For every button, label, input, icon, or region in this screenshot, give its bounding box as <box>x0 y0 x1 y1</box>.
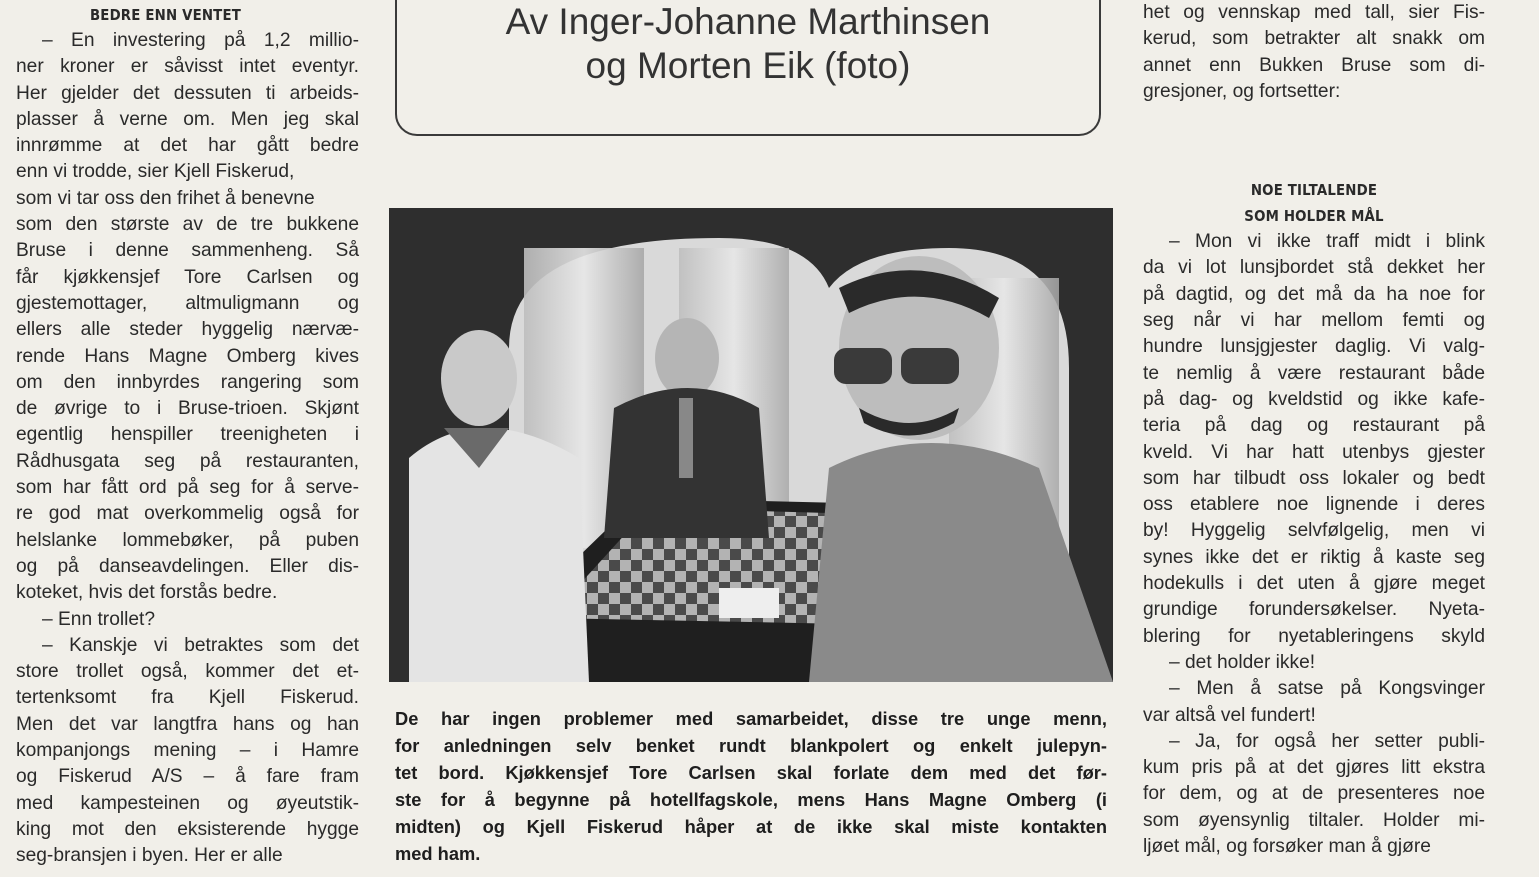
caption-line: De har ingen problemer med samarbeidet, disse tre unge menn, <box>395 708 1107 729</box>
byline <box>395 0 1101 88</box>
text-line: – det holder ikke! <box>1169 651 1316 673</box>
text-line: var altså vel fundert! <box>1143 704 1316 726</box>
text-line: ellers alle steder hyggelig nærvæ- <box>16 319 359 341</box>
text-line: ljøet mål, og forsøker man å gjøre <box>1143 836 1431 858</box>
text-line: het og vennskap med tall, sier Fis- <box>1143 2 1485 23</box>
text-line: får kjøkkensjef Tore Carlsen og <box>16 266 359 288</box>
right-heading-1: NOE TILTALENDE <box>1250 181 1378 200</box>
text-line: king mot den eksisterende hygge <box>16 818 359 840</box>
text-line: Bruse i denne sammenheng. Så <box>16 240 359 262</box>
text-line: rende Hans Magne Omberg kives <box>16 345 359 367</box>
caption-line: ste for å begynne på hotellfagskole, mens Hans Magne Omberg (i <box>395 789 1107 810</box>
text-line: kum pris på at det gjøres litt ekstra <box>1143 757 1485 779</box>
text-line: te nemlig å være restaurant både <box>1143 362 1485 384</box>
text-line: – Kanskje vi betraktes som det <box>42 634 359 656</box>
caption-line: tet bord. Kjøkkensjef Tore Carlsen skal forlate dem med det før- <box>395 762 1107 783</box>
text-line: innrømme at det har gått bedre <box>16 135 359 157</box>
text-line: plasser å verne om. Men jeg skal <box>16 108 359 130</box>
text-line: på dag- og kveldstid og ikke kafe- <box>1143 388 1485 410</box>
right-heading-2: SOM HOLDER MÅL <box>1244 207 1384 226</box>
text-line: gresjoner, og fortsetter: <box>1143 80 1341 102</box>
caption-line: med ham. <box>395 843 481 864</box>
text-line: annet enn Bukken Bruse som di- <box>1143 54 1485 76</box>
text-line: hodekulls i det uten å gjøre meget <box>1143 573 1485 595</box>
text-line: kveld. Vi har hatt utenbys gjester <box>1143 441 1485 463</box>
left-heading: BEDRE ENN VENTET <box>89 6 241 24</box>
text-line: på dagtid, og det må da ha noe for <box>1143 283 1485 305</box>
text-line: koteket, hvis det forstås bedre. <box>16 582 278 604</box>
text-line: – Mon vi ikke traff midt i blink <box>1169 231 1485 253</box>
text-line: da vi lot lunsjbordet stå dekket her <box>1143 257 1485 279</box>
text-line: med kampesteinen og øyeutstik- <box>16 792 359 814</box>
restaurant-photo <box>389 208 1113 682</box>
text-line: tertenksomt fra Kjell Fiskerud. <box>16 687 359 709</box>
text-line: som den største av de tre bukkene <box>16 214 359 236</box>
text-line: for dem, og at de presenteres noe <box>1143 783 1485 805</box>
caption-line: midten) og Kjell Fiskerud håper at de ikke skal miste kontakten <box>395 816 1107 837</box>
text-line: Men det var langtfra hans og han <box>16 713 359 735</box>
text-line: og på danseavdelingen. Eller dis- <box>16 555 359 577</box>
byline-photographer: og Morten Eik (foto) <box>585 45 911 86</box>
text-line: – Men å satse på Kongsvinger <box>1169 678 1485 700</box>
text-line: som øyensynlig tiltaler. Holder mi- <box>1143 809 1485 831</box>
text-line: – Ja, for også her setter publi- <box>1169 730 1485 752</box>
text-line: teria på dag og restaurant på <box>1143 415 1485 437</box>
text-line: hundre lunsjgjester daglig. Vi valg- <box>1143 336 1485 358</box>
text-line: de øvrige to i Bruse-trioen. Skjønt <box>16 398 359 420</box>
text-line: og Fiskerud A/S – å fare fram <box>16 766 359 788</box>
right-column <box>1143 0 1485 860</box>
right-column-text <box>1143 229 1485 860</box>
text-line: grundige forundersøkelser. Nyeta- <box>1143 599 1485 621</box>
text-line: som har fått ord på seg for å serve- <box>16 477 359 499</box>
text-line: synes ikke det er riktig å kaste seg <box>1143 546 1485 568</box>
byline-authors: Av Inger-Johanne Marthinsen <box>505 1 991 42</box>
photo-caption <box>395 705 1107 867</box>
text-line: by! Hyggelig selvfølgelig, men vi <box>1143 520 1485 542</box>
text-line: kerud, som betrakter alt snakk om <box>1143 28 1485 50</box>
text-line: Her gjelder det dessuten ti arbeids- <box>16 82 359 104</box>
text-line: seg når vi har mellom femti og <box>1143 310 1485 332</box>
text-line: – En investering på 1,2 millio- <box>42 30 359 51</box>
text-line: enn vi trodde, sier Kjell Fiskerud, <box>16 161 295 183</box>
text-line: store trollet også, kommer det et- <box>16 661 359 683</box>
left-column-text <box>16 28 359 870</box>
left-column <box>16 0 359 870</box>
text-line: oss etablere noe lignende i deres <box>1143 494 1485 516</box>
caption-line: for anledningen selv benket rundt blankpolert og enkelt julepyn- <box>395 735 1107 756</box>
text-line: egentlig henspiller treenigheten i <box>16 424 359 446</box>
right-column-top-text <box>1143 0 1485 105</box>
text-line: kompanjongs mening – i Hamre <box>16 740 359 762</box>
text-line: helslanke lommebøker, på puben <box>16 529 359 551</box>
text-line: gjestemottager, altmuligmann og <box>16 292 359 314</box>
text-line: som har tilbudt oss lokaler og bedt <box>1143 467 1485 489</box>
text-line: – Enn trollet? <box>42 608 156 630</box>
text-line: Rådhusgata seg på restauranten, <box>16 450 359 472</box>
text-line: blering for nyetableringens skyld <box>1143 625 1485 647</box>
text-line: re god mat overkommelig også for <box>16 503 359 525</box>
photo-illustration <box>389 208 1113 682</box>
text-line: seg-bransjen i byen. Her er alle <box>16 845 283 867</box>
text-line: som vi tar oss den frihet å benevne <box>16 187 315 209</box>
text-line: ner kroner er såvisst intet eventyr. <box>16 56 359 78</box>
text-line: om den innbyrdes rangering som <box>16 371 359 393</box>
